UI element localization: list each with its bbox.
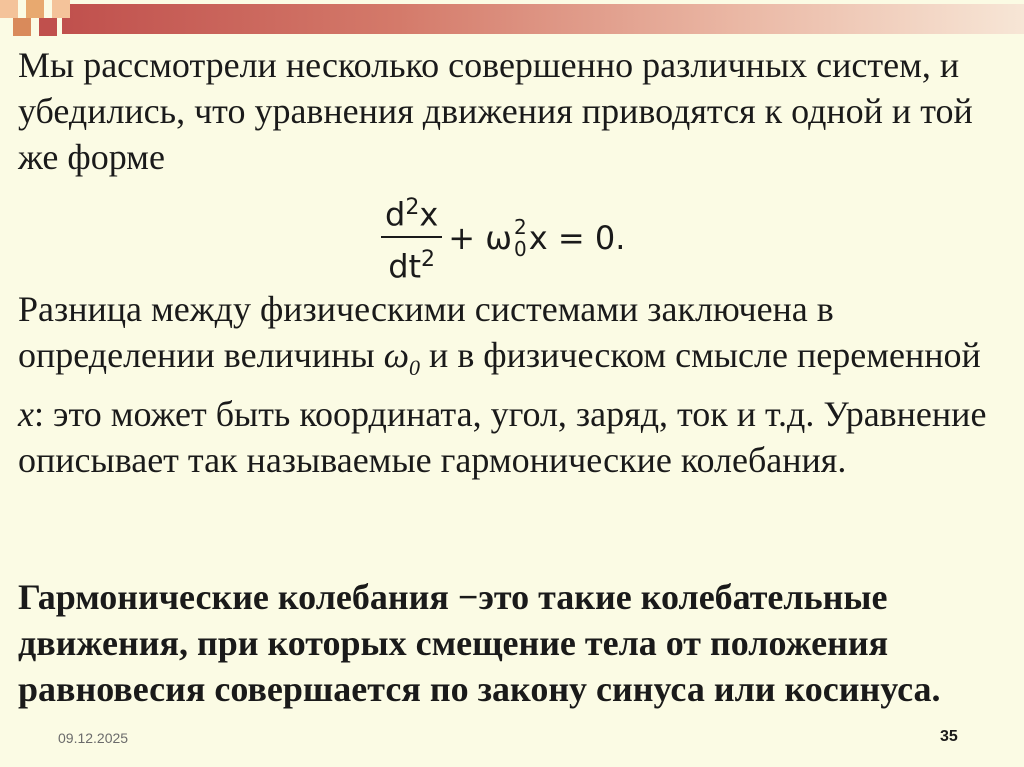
title-bar-decoration bbox=[62, 4, 1024, 34]
decor-square bbox=[13, 18, 31, 36]
body-paragraph: Разница между физическими системами заключена в определении величины $\omega_0$ и в физическом смысле переменной x: это может быть координата, угол, заряд, ток и т.д. Уравнение описывает так называемые гармонические колебания. bbox=[18, 289, 987, 481]
omega-indices: 2 0 bbox=[514, 215, 527, 261]
equation-omega: + ω bbox=[448, 219, 513, 257]
slide-number: 35 bbox=[940, 728, 958, 745]
intro-paragraph: Мы рассмотрели несколько совершенно различных систем, и убедились, что уравнения движения приводятся к одной и той же форме bbox=[18, 45, 973, 177]
equation-fraction bbox=[381, 187, 442, 288]
decor-square bbox=[39, 18, 57, 36]
definition-paragraph: Гармонические колебания −это такие колебательные движения, при которых смещение тела от положения равновесия совершается по закону синуса или косинуса. bbox=[18, 577, 941, 709]
slide-date: 09.12.2025 bbox=[58, 730, 129, 746]
decor-square bbox=[0, 0, 18, 18]
equation-denominator: $dt^2$ bbox=[388, 247, 436, 286]
equation bbox=[381, 190, 625, 286]
equation-rest: x = 0. bbox=[528, 219, 626, 257]
equation-numerator: $d^2x$ bbox=[385, 195, 439, 234]
decor-square bbox=[52, 0, 70, 18]
decor-square bbox=[26, 0, 44, 18]
